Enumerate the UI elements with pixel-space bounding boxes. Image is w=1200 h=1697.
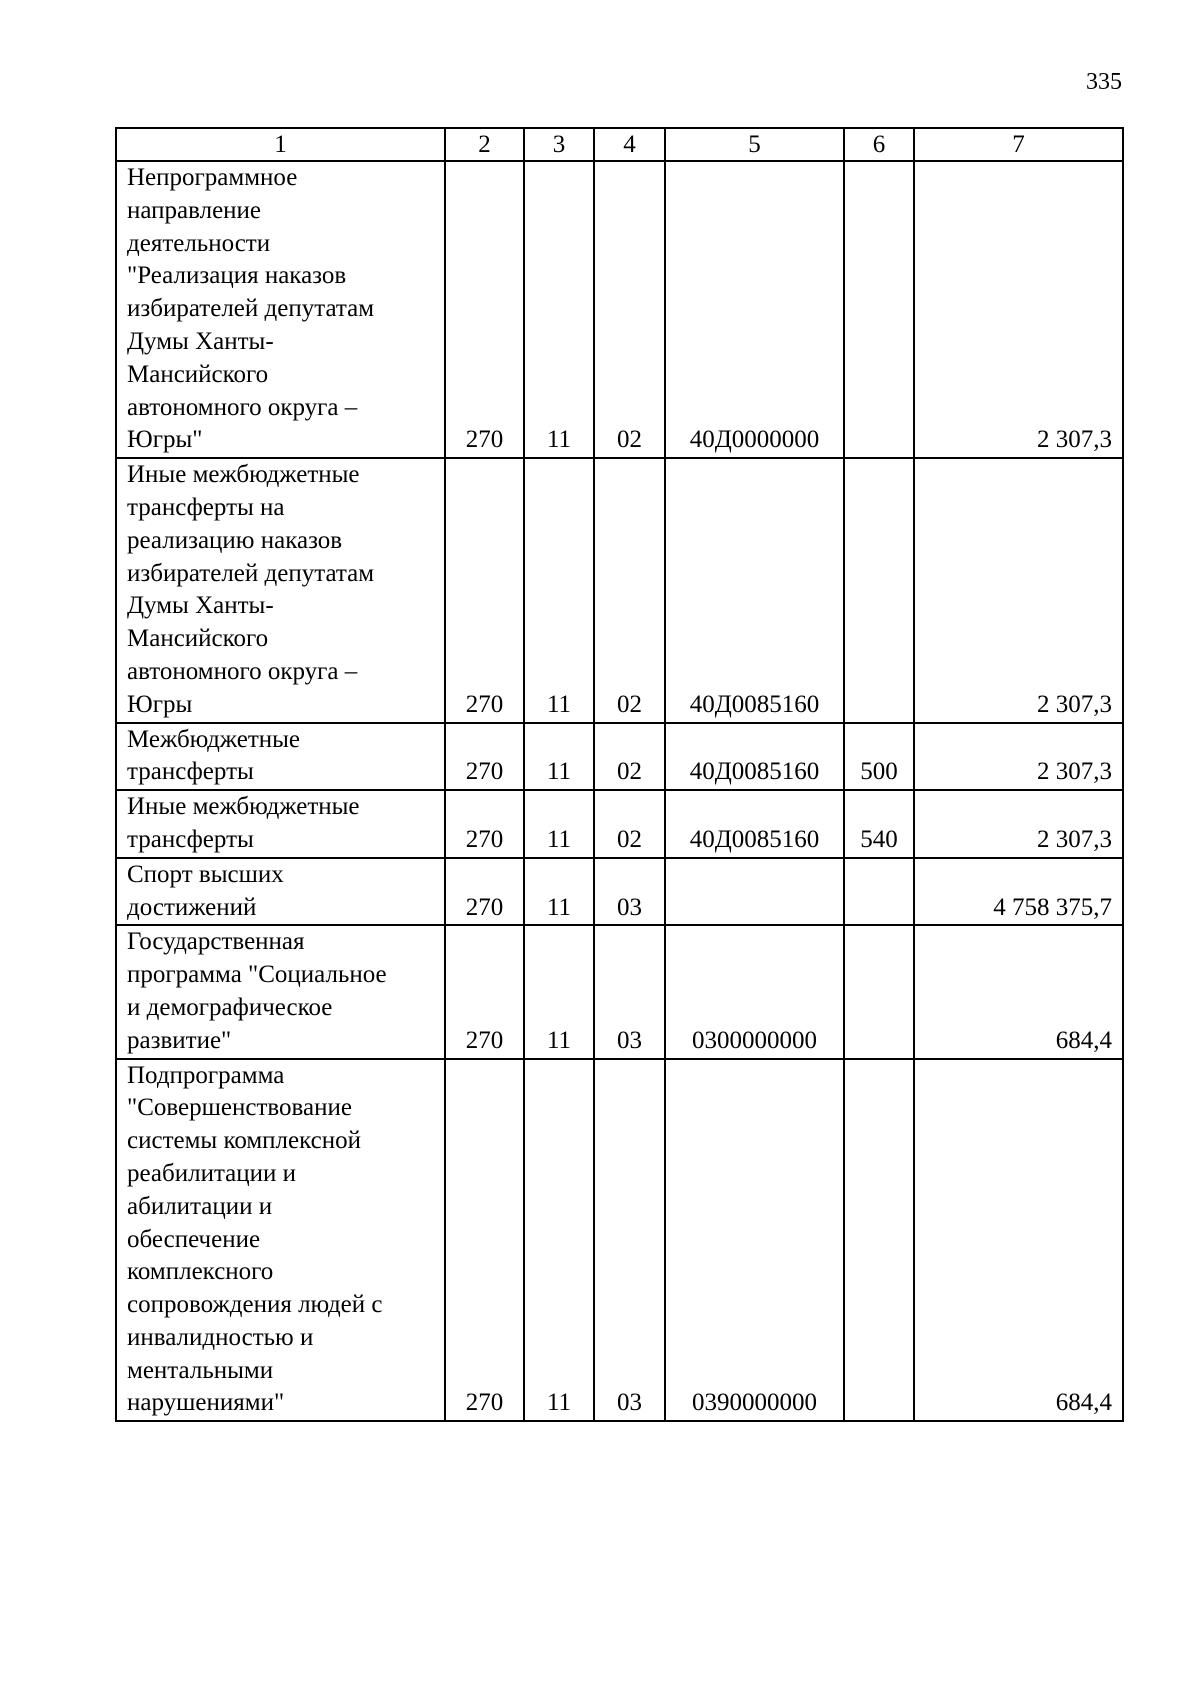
table-row	[116, 458, 1123, 722]
cell-code-6	[844, 925, 914, 1058]
cell-code-2: 270	[445, 925, 524, 1058]
table-row	[116, 858, 1123, 926]
cell-code-3: 11	[524, 790, 594, 858]
cell-code-2: 270	[445, 1059, 524, 1422]
cell-code-4: 03	[594, 925, 665, 1058]
cell-code-5: 0390000000	[665, 1059, 844, 1422]
cell-code-4: 02	[594, 723, 665, 791]
cell-code-6: 500	[844, 723, 914, 791]
row-name: Иные межбюджетные трансферты на реализацию наказов избирателей депутатам Думы Ханты- Мансийского автономного округа – Югры	[116, 458, 445, 722]
cell-code-4: 02	[594, 458, 665, 722]
table-header-row	[116, 128, 1123, 161]
column-header: 4	[594, 128, 665, 161]
cell-amount: 2 307,3	[914, 723, 1123, 791]
cell-code-6: 540	[844, 790, 914, 858]
cell-code-3: 11	[524, 858, 594, 926]
row-name: Межбюджетные трансферты	[116, 723, 445, 791]
table-row	[116, 925, 1123, 1058]
row-name: Непрограммное направление деятельности "Реализация наказов избирателей депутатам Думы Ханты- Мансийского автономного округа – Югры"	[116, 161, 445, 458]
column-header: 6	[844, 128, 914, 161]
cell-code-5: 40Д0085160	[665, 790, 844, 858]
cell-code-4: 02	[594, 161, 665, 458]
cell-code-3: 11	[524, 723, 594, 791]
cell-code-2: 270	[445, 161, 524, 458]
cell-code-6	[844, 161, 914, 458]
column-header: 5	[665, 128, 844, 161]
cell-code-6	[844, 1059, 914, 1422]
cell-amount: 684,4	[914, 1059, 1123, 1422]
cell-code-2: 270	[445, 723, 524, 791]
cell-code-3: 11	[524, 161, 594, 458]
row-name: Иные межбюджетные трансферты	[116, 790, 445, 858]
cell-code-3: 11	[524, 1059, 594, 1422]
cell-amount: 684,4	[914, 925, 1123, 1058]
cell-code-2: 270	[445, 858, 524, 926]
row-name: Подпрограмма "Совершенствование системы комплексной реабилитации и абилитации и обеспечение комплексного сопровождения людей с инвалидностью и ментальными нарушениями"	[116, 1059, 445, 1422]
table-row	[116, 790, 1123, 858]
cell-code-5: 40Д0085160	[665, 723, 844, 791]
column-header: 1	[116, 128, 445, 161]
cell-amount: 2 307,3	[914, 161, 1123, 458]
cell-amount: 4 758 375,7	[914, 858, 1123, 926]
column-header: 2	[445, 128, 524, 161]
cell-code-4: 02	[594, 790, 665, 858]
cell-code-4: 03	[594, 1059, 665, 1422]
table-row	[116, 161, 1123, 458]
column-header: 3	[524, 128, 594, 161]
row-name: Государственная программа "Социальное и демографическое развитие"	[116, 925, 445, 1058]
table-row	[116, 1059, 1123, 1422]
budget-table	[115, 127, 1124, 1422]
cell-code-2: 270	[445, 458, 524, 722]
table-row	[116, 723, 1123, 791]
cell-code-5: 40Д0085160	[665, 458, 844, 722]
cell-code-3: 11	[524, 925, 594, 1058]
cell-code-4: 03	[594, 858, 665, 926]
cell-code-5: 40Д0000000	[665, 161, 844, 458]
cell-code-5	[665, 858, 844, 926]
cell-code-2: 270	[445, 790, 524, 858]
cell-code-3: 11	[524, 458, 594, 722]
cell-code-6	[844, 858, 914, 926]
cell-amount: 2 307,3	[914, 790, 1123, 858]
cell-code-6	[844, 458, 914, 722]
cell-code-5: 0300000000	[665, 925, 844, 1058]
page-number: 335	[1086, 69, 1122, 95]
cell-amount: 2 307,3	[914, 458, 1123, 722]
row-name: Спорт высших достижений	[116, 858, 445, 926]
column-header: 7	[914, 128, 1123, 161]
